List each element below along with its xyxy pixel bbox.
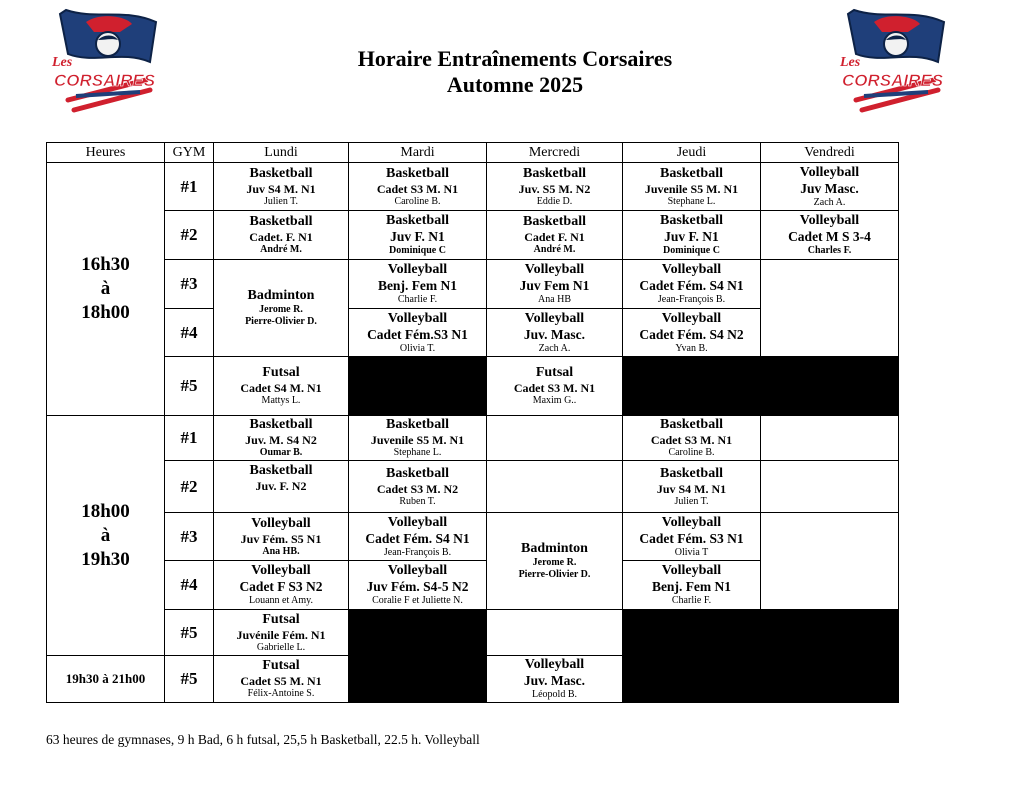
session-coach: Dominique C (663, 245, 720, 256)
session-cell (623, 513, 761, 561)
session-group: Juv. Masc. (523, 673, 586, 688)
logo-text-corsaires: CORSAIRES (54, 71, 156, 90)
session-sport: Volleyball (799, 164, 860, 180)
session-group: Juvenile S5 M. N1 (370, 433, 465, 447)
session-sport: Basketball (659, 465, 723, 481)
session-group: Juv F. N1 (664, 229, 719, 244)
session-coach: Stephane L. (667, 195, 716, 207)
session-coach: Jean-François B. (657, 294, 726, 305)
session-coach: Jean-François B. (383, 546, 452, 558)
session-group: Juvenile S5 M. N1 (644, 181, 739, 196)
session-sport: Basketball (249, 417, 313, 432)
session-cell (623, 416, 761, 461)
session-coach: Coralie F et Juliette N. (372, 595, 463, 606)
table-row (47, 513, 899, 561)
session-cell (623, 163, 761, 211)
session-group: Cadet M S 3-4 (788, 229, 871, 244)
empty-cell (761, 260, 899, 357)
session-coach: Charlie F. (397, 294, 438, 305)
session-coach: Dominique C (389, 245, 446, 256)
session-group: Juvénile Fém. N1 (236, 627, 326, 642)
col-header-lundi: Lundi (214, 143, 349, 163)
logo-text-corsaires: CORSAIRES (842, 71, 944, 90)
session-coach: Charlie F. (671, 595, 712, 606)
session-coach: Yvan B. (675, 342, 708, 354)
session-coach: Ana HB. (262, 545, 300, 557)
session-cell (623, 211, 761, 260)
session-group: Juv S4 M. N1 (656, 481, 727, 496)
session-cell (487, 260, 623, 309)
logo-text-les: Les (840, 55, 861, 70)
session-sport: Volleyball (524, 310, 585, 326)
session-coach: Ruben T. (399, 495, 436, 507)
gym-label: #5 (165, 357, 214, 416)
session-coach: Oumar B. (259, 447, 303, 458)
gym-label: #5 (165, 610, 214, 656)
session-group: Juv. M. S4 N2 (245, 433, 317, 447)
session-cell (214, 656, 349, 703)
session-coach: Caroline B. (394, 195, 441, 207)
session-sport: Volleyball (387, 310, 448, 326)
session-coach: Gabrielle L. (256, 641, 306, 653)
corsaires-logo-right (834, 6, 956, 116)
session-group: Juv Fém. S5 N1 (240, 531, 322, 546)
empty-cell (487, 610, 623, 656)
session-sport: Volleyball (524, 657, 585, 672)
session-cell (214, 260, 349, 357)
session-coach: Olivia T. (399, 342, 436, 354)
session-coach: Pierre-Olivier D. (518, 569, 591, 580)
session-sport: Basketball (659, 165, 723, 181)
session-coach: Caroline B. (668, 447, 715, 458)
table-row (47, 357, 899, 416)
empty-cell (761, 416, 899, 461)
session-sport: Badminton (521, 541, 588, 556)
time-end: 19h30 (81, 548, 130, 570)
session-sport: Basketball (385, 213, 449, 228)
session-group: Juv Masc. (800, 180, 859, 196)
session-coach: Julien T. (674, 495, 709, 507)
session-group: Juv S4 M. N1 (246, 181, 316, 196)
session-group: Benj. Fem N1 (377, 278, 458, 293)
blocked-cell (623, 357, 899, 416)
time-end: 18h00 (81, 302, 130, 323)
col-header-jeudi: Jeudi (623, 143, 761, 163)
session-cell (214, 416, 349, 461)
session-coach: Stephane L. (393, 447, 442, 458)
session-cell (487, 656, 623, 703)
session-sport: Futsal (262, 658, 300, 673)
session-cell (214, 163, 349, 211)
session-cell (214, 461, 349, 513)
session-cell (761, 163, 899, 211)
session-coach: Mattys L. (261, 395, 301, 406)
gym-label: #3 (165, 260, 214, 309)
session-sport: Badminton (247, 288, 315, 303)
session-sport: Basketball (659, 417, 723, 432)
session-group: Juv F. N1 (390, 229, 445, 244)
gym-label: #4 (165, 309, 214, 357)
session-sport: Basketball (522, 214, 586, 229)
schedule-table (46, 142, 899, 703)
session-group: Cadet S3 M. N1 (513, 381, 596, 395)
session-group: Cadet S3 M. N1 (376, 181, 459, 196)
session-sport: Basketball (385, 417, 449, 432)
session-group: Benj. Fem N1 (651, 579, 732, 594)
gym-label: #1 (165, 163, 214, 211)
blocked-cell (349, 357, 487, 416)
session-coach: Zach A. (813, 196, 846, 208)
session-cell (487, 357, 623, 416)
time-start: 16h30 (81, 254, 130, 275)
session-sport: Volleyball (661, 514, 722, 530)
footer-summary: 63 heures de gymnases, 9 h Bad, 6 h futsal, 25,5 h Basketball, 22.5 h. Volleyball (46, 732, 480, 747)
empty-cell (761, 461, 899, 513)
gym-label: #3 (165, 513, 214, 561)
session-cell (349, 163, 487, 211)
empty-cell (761, 513, 899, 610)
time-slot-3: 19h30 à 21h00 (47, 656, 165, 703)
session-sport: Volleyball (251, 515, 311, 531)
session-group: Cadet S3 M. N2 (376, 481, 459, 496)
session-group: Juv. S5 M. N2 (518, 181, 591, 196)
title-line-1: Horaire Entraînements Corsaires (357, 46, 673, 71)
session-group: Juv. Masc. (523, 326, 586, 342)
time-start: 18h00 (81, 500, 130, 522)
session-coach: Jerome R. (259, 304, 303, 315)
session-cell (349, 416, 487, 461)
corsaires-logo-left (46, 6, 168, 116)
col-header-hours: Heures (47, 143, 165, 163)
table-row (47, 211, 899, 260)
session-cell (214, 513, 349, 561)
session-group: Juv. F. N2 (255, 479, 307, 493)
col-header-vendredi: Vendredi (761, 143, 899, 163)
session-group: Cadet S3 M. N1 (650, 433, 733, 447)
session-sport: Volleyball (661, 262, 722, 277)
session-cell (349, 513, 487, 561)
session-cell (214, 211, 349, 260)
session-group: Cadet S4 M. N1 (240, 381, 322, 395)
col-header-gym: GYM (165, 143, 214, 163)
empty-cell (487, 416, 623, 461)
table-row (47, 416, 899, 461)
session-sport: Basketball (659, 213, 723, 228)
session-sport: Futsal (262, 611, 300, 627)
session-sport: Basketball (249, 463, 313, 478)
empty-cell (487, 461, 623, 513)
session-coach: Léopold B. (532, 689, 577, 700)
time-sep: à (100, 278, 111, 299)
session-cell (487, 163, 623, 211)
session-sport: Futsal (535, 365, 574, 380)
session-sport: Volleyball (387, 514, 448, 530)
session-coach: Zach A. (538, 342, 571, 354)
session-cell (349, 561, 487, 610)
session-cell (623, 260, 761, 309)
session-group: Cadet Fém.S3 N1 (367, 326, 468, 342)
session-sport: Volleyball (251, 563, 311, 578)
session-group: Cadet Fém. S4 N1 (639, 278, 744, 293)
session-coach: Pierre-Olivier D. (245, 316, 317, 327)
session-sport: Basketball (522, 165, 586, 181)
page-title (250, 46, 780, 98)
session-coach: Ana HB (537, 294, 572, 305)
gym-label: #5 (165, 656, 214, 703)
col-header-mercredi: Mercredi (487, 143, 623, 163)
table-row (47, 461, 899, 513)
blocked-cell (349, 610, 487, 703)
title-line-2: Automne 2025 (446, 72, 584, 97)
gym-label: #4 (165, 561, 214, 610)
session-sport: Basketball (385, 465, 449, 481)
session-cell (623, 561, 761, 610)
session-cell (623, 309, 761, 357)
session-sport: Futsal (262, 365, 300, 380)
table-row (47, 610, 899, 656)
session-cell (349, 260, 487, 309)
session-coach: Eddie D. (536, 195, 573, 207)
session-coach: Julien T. (263, 195, 299, 207)
session-group: Juv Fém. S4-5 N2 (366, 579, 469, 594)
session-cell (487, 513, 623, 610)
session-coach: Charles F. (807, 245, 852, 256)
session-coach: Jerome R. (532, 557, 577, 568)
table-row (47, 163, 899, 211)
session-sport: Basketball (385, 165, 449, 181)
blocked-cell (623, 610, 899, 703)
session-coach: Maxim G.. (532, 395, 577, 406)
session-sport: Basketball (249, 165, 313, 181)
session-coach: Louann et Amy. (248, 595, 314, 606)
session-cell (349, 309, 487, 357)
session-coach: André M. (533, 244, 576, 255)
gym-label: #1 (165, 416, 214, 461)
table-row (47, 260, 899, 309)
gym-label: #2 (165, 461, 214, 513)
session-group: Cadet Fém. S3 N1 (639, 530, 744, 546)
session-sport: Volleyball (524, 262, 585, 277)
session-sport: Volleyball (387, 262, 448, 277)
session-sport: Volleyball (387, 563, 448, 578)
session-cell (487, 309, 623, 357)
header-row (47, 143, 899, 163)
time-slot-2 (47, 416, 165, 656)
session-group: Cadet Fém. S4 N1 (365, 530, 470, 546)
session-cell (214, 357, 349, 416)
session-sport: Volleyball (661, 310, 722, 326)
session-cell (761, 211, 899, 260)
session-group: Juv Fem N1 (519, 278, 590, 293)
col-header-mardi: Mardi (349, 143, 487, 163)
session-sport: Volleyball (799, 213, 860, 228)
session-cell (349, 461, 487, 513)
logo-text-les: Les (52, 55, 73, 70)
gym-label: #2 (165, 211, 214, 260)
session-cell (214, 561, 349, 610)
session-coach: Félix-Antoine S. (247, 688, 315, 699)
session-sport: Volleyball (661, 563, 722, 578)
session-cell (214, 610, 349, 656)
time-sep: à (100, 524, 111, 546)
session-group: Cadet Fém. S4 N2 (639, 326, 744, 342)
session-cell (623, 461, 761, 513)
session-sport: Basketball (249, 214, 313, 229)
session-group: Cadet S5 M. N1 (240, 674, 322, 688)
session-cell (487, 211, 623, 260)
time-slot-1 (47, 163, 165, 416)
session-coach: André M. (260, 244, 302, 255)
session-coach: Olivia T (674, 546, 709, 558)
session-cell (349, 211, 487, 260)
session-group: Cadet F. N1 (524, 230, 585, 244)
session-group: Cadet. F. N1 (249, 230, 313, 244)
session-group: Cadet F S3 N2 (239, 579, 323, 594)
